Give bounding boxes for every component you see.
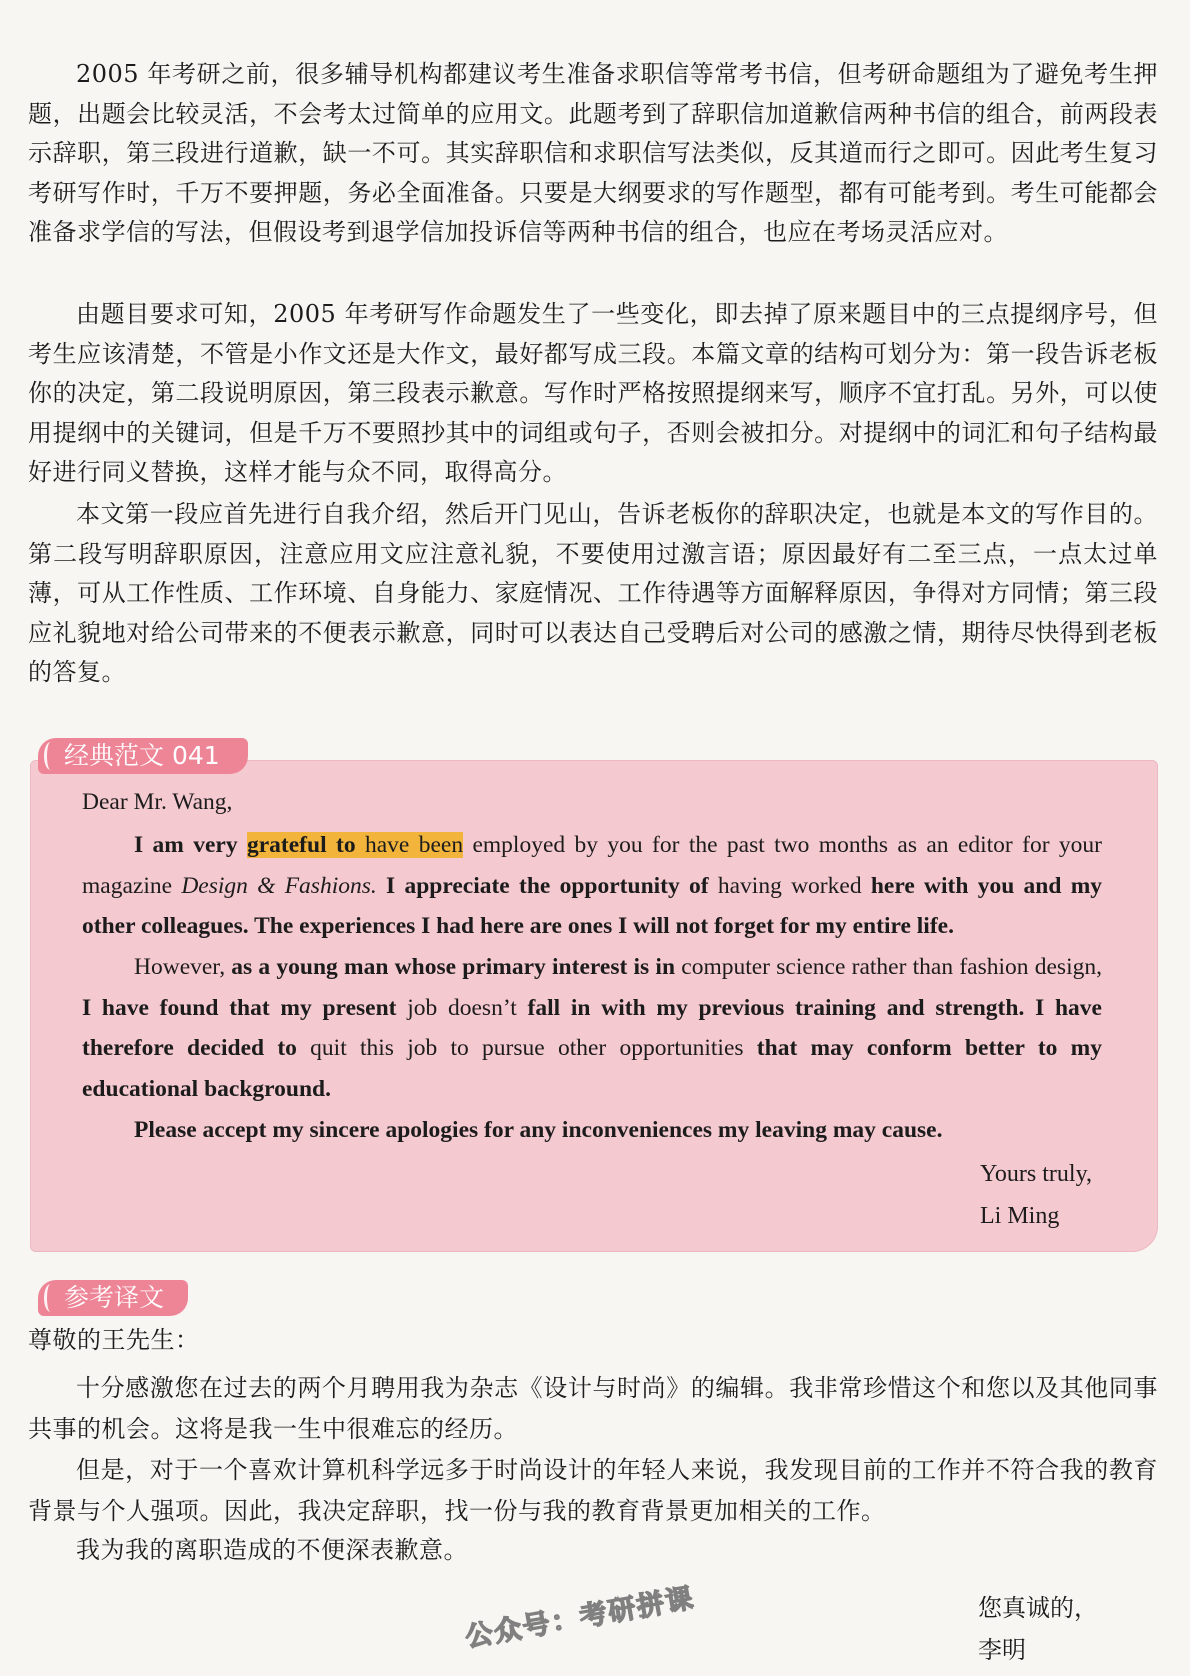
bold-phrase: as a young man whose primary interest is in bbox=[231, 954, 676, 980]
watermark: 公众号：考研拼课 bbox=[463, 1582, 698, 1654]
translation-salutation: 尊敬的王先生： bbox=[28, 1326, 200, 1354]
translation-paragraph-2: 但是，对于一个喜欢计算机科学远多于时尚设计的年轻人来说，我发现目前的工作并不符合我的教育背景与个人强项。因此，我决定辞职，找一份与我的教育背景更加相关的工作。 bbox=[28, 1456, 1158, 1525]
sample-essay-tag-label: 经典范文 041 bbox=[64, 741, 220, 770]
letter-closing: Yours truly, bbox=[980, 1161, 1093, 1187]
translation-tag bbox=[38, 1280, 188, 1316]
plain-phrase: quit this job to pursue other opportunities bbox=[296, 1035, 757, 1061]
bold-phrase: Please accept my sincere apologies for any inconveniences my leaving may cause. bbox=[134, 1117, 943, 1143]
plain-phrase: employed by you for the past two months as an editor for your magazine bbox=[82, 832, 1102, 899]
highlighted-phrase: grateful to bbox=[247, 832, 356, 858]
magazine-title: Design & Fashions. bbox=[181, 872, 377, 899]
bold-phrase: fall in with my previous training and strength. I have therefore decided to bbox=[82, 994, 1102, 1061]
analysis-paragraph-3: 本文第一段应首先进行自我介绍，然后开门见山，告诉老板你的辞职决定，也就是本文的写作目的。第二段写明辞职原因，注意应用文应注意礼貌，不要使用过激言语；原因最好有二至三点，一点太过单薄，可从工作性质、工作环境、自身能力、家庭情况、工作待遇等方面解释原因，争得对方同情；第三段应礼貌地对给公司带来的不便表示歉意，同时可以表达自己受聘后对公司的感激之情，期待尽快得到老板的答复。 bbox=[28, 500, 1158, 686]
translation-closing: 您真诚的， bbox=[978, 1594, 1098, 1622]
bold-phrase: here with you and my other colleagues. The experiences I had here are ones I will not forget for my entire life. bbox=[82, 872, 1103, 939]
highlighted-phrase: have been bbox=[355, 832, 464, 858]
letter-paragraph-3 bbox=[82, 1110, 1102, 1151]
translation-tag-label: 参考译文 bbox=[64, 1283, 165, 1312]
swoosh-icon bbox=[44, 742, 57, 770]
bold-phrase: I am very bbox=[134, 832, 247, 858]
plain-phrase: computer science rather than fashion design, bbox=[675, 954, 1102, 980]
plain-phrase: having worked bbox=[708, 872, 871, 899]
letter-signature: Li Ming bbox=[980, 1203, 1060, 1229]
translation-paragraph-1: 十分感激您在过去的两个月聘用我为杂志《设计与时尚》的编辑。我非常珍惜这个和您以及其他同事共事的机会。这将是我一生中很难忘的经历。 bbox=[28, 1374, 1158, 1443]
translation-signature: 李明 bbox=[978, 1636, 1026, 1664]
analysis-paragraph-2: 由题目要求可知，2005 年考研写作命题发生了一些变化，即去掉了原来题目中的三点提纲序号，但考生应该清楚，不管是小作文还是大作文，最好都写成三段。本篇文章的结构可划分为：第一段告诉老板你的决定，第二段说明原因，第三段表示歉意。写作时严格按照提纲来写，顺序不宜打乱。另外，可以使用提纲中的关键词，但是千万不要照抄其中的词组或句子，否则会被扣分。对提纲中的词汇和句子结构最好进行同义替换，这样才能与众不同，取得高分。 bbox=[28, 300, 1158, 486]
bold-phrase: I appreciate the opportunity of bbox=[376, 872, 709, 899]
swoosh-icon bbox=[44, 1284, 57, 1312]
sample-essay-tag bbox=[38, 738, 248, 774]
bold-phrase: I have found that my present bbox=[82, 994, 397, 1021]
letter-paragraph-1 bbox=[82, 825, 1102, 947]
plain-phrase: job doesn’t bbox=[396, 994, 528, 1021]
translation-paragraph-3: 我为我的离职造成的不便深表歉意。 bbox=[76, 1536, 468, 1564]
analysis-paragraph-1: 2005 年考研之前，很多辅导机构都建议考生准备求职信等常考书信，但考研命题组为了避免考生押题，出题会比较灵活，不会考太过简单的应用文。此题考到了辞职信加道歉信两种书信的组合，前两段表示辞职，第三段进行道歉，缺一不可。其实辞职信和求职信写法类似，反其道而行之即可。因此考生复习考研写作时，千万不要押题，务必全面准备。只要是大纲要求的写作题型，都有可能考到。考生可能都会准备求学信的写法，但假设考到退学信加投诉信等两种书信的组合，也应在考场灵活应对。 bbox=[28, 60, 1158, 246]
letter-paragraph-2 bbox=[82, 947, 1102, 1109]
letter-salutation: Dear Mr. Wang, bbox=[82, 789, 233, 815]
bold-phrase: that may conform better to my educational background. bbox=[82, 1035, 1102, 1102]
plain-phrase: However, bbox=[134, 954, 232, 980]
